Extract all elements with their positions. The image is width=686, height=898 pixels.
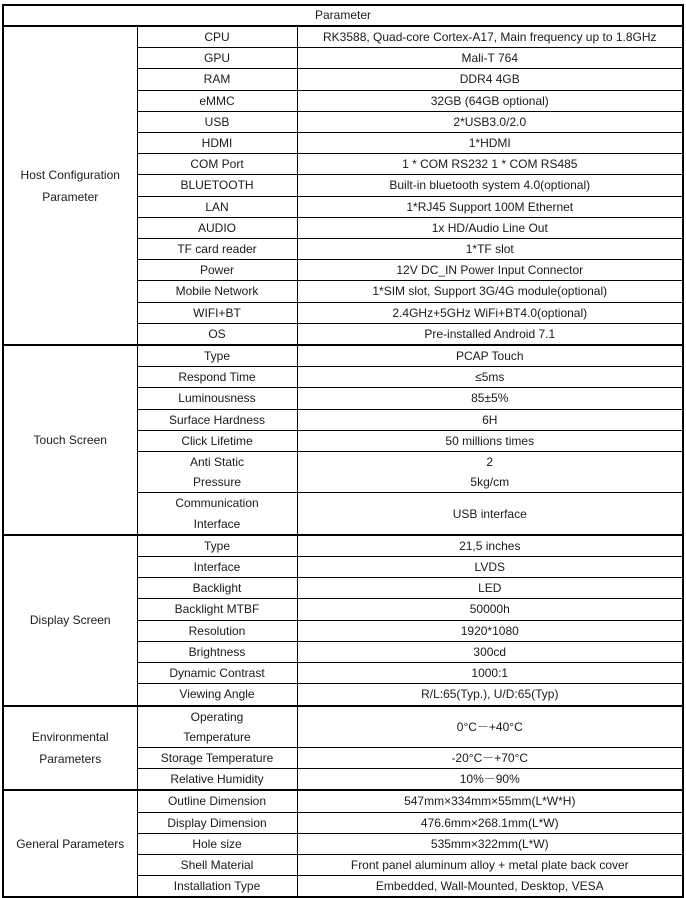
category-line: Display Screen (29, 613, 111, 628)
value-cell (297, 578, 683, 599)
value-cell (297, 747, 683, 768)
value-cell (297, 90, 683, 111)
parameter-cell (137, 90, 297, 111)
param-line: Shell Material (180, 857, 254, 872)
value-cell (297, 239, 683, 260)
value-line: Mali-T 764 (461, 51, 518, 66)
value-cell (297, 196, 683, 217)
param-line: BLUETOOTH (180, 178, 254, 193)
parameter-cell (137, 26, 297, 48)
value-cell (297, 345, 683, 367)
value-line: 2 (486, 455, 494, 470)
category-line: Host Configuration (20, 167, 120, 182)
value-line: 50 millions times (445, 433, 535, 448)
value-line: 1*RJ45 Support 100M Ethernet (406, 199, 574, 214)
parameter-cell (137, 367, 297, 388)
value-cell (297, 812, 683, 833)
param-line: Click Lifetime (181, 433, 253, 448)
param-line: Backlight (192, 581, 242, 596)
table-row (3, 535, 683, 557)
value-cell (297, 790, 683, 812)
value-cell (297, 684, 683, 706)
param-line: HDMI (201, 136, 233, 151)
table-row (3, 790, 683, 812)
param-line: Hole size (192, 836, 242, 851)
table-body (3, 26, 683, 897)
value-line: 10%－90% (459, 772, 520, 787)
parameter-cell (137, 684, 297, 706)
value-cell (297, 367, 683, 388)
param-line: AUDIO (197, 220, 236, 235)
value-cell (297, 217, 683, 238)
value-line: 32GB (64GB optional) (430, 93, 549, 108)
param-line: Anti Static (189, 455, 245, 470)
parameter-cell (137, 812, 297, 833)
value-line: 300cd (473, 644, 507, 659)
value-cell (297, 535, 683, 557)
value-cell (297, 854, 683, 875)
value-line: Front panel aluminum alloy + metal plate back cover (350, 857, 629, 872)
param-line: Luminousness (178, 391, 256, 406)
parameter-cell (137, 620, 297, 641)
param-line: GPU (203, 51, 230, 66)
value-line: Embedded, Wall-Mounted, Desktop, VESA (375, 879, 604, 894)
parameter-cell (137, 111, 297, 132)
param-line: Backlight MTBF (174, 602, 260, 617)
value-cell (297, 154, 683, 175)
param-line: Dynamic Contrast (169, 666, 265, 681)
parameter-cell (137, 769, 297, 791)
parameter-cell (137, 196, 297, 217)
table-row (3, 706, 683, 748)
param-line: Power (199, 263, 234, 278)
category-line: Parameter (42, 189, 99, 204)
value-line: 1000:1 (471, 666, 509, 681)
param-line: eMMC (199, 93, 235, 108)
value-cell (297, 260, 683, 281)
param-line: Storage Temperature (160, 750, 274, 765)
value-cell (297, 663, 683, 684)
parameter-cell (137, 747, 297, 768)
param-line: Type (203, 349, 230, 364)
value-line: 1920*1080 (460, 623, 519, 638)
param-line: Relative Humidity (170, 772, 264, 787)
param-line: Type (203, 538, 230, 553)
value-cell (297, 48, 683, 69)
value-cell (297, 430, 683, 451)
param-line: Resolution (188, 623, 246, 638)
param-line: Display Dimension (167, 815, 267, 830)
category-cell (3, 345, 137, 535)
parameter-cell (137, 69, 297, 90)
value-line: 85±5% (471, 391, 509, 406)
category-cell (3, 26, 137, 345)
parameter-cell (137, 302, 297, 323)
value-cell (297, 111, 683, 132)
parameter-cell (137, 854, 297, 875)
param-line: Mobile Network (175, 284, 259, 299)
value-line: 1*HDMI (468, 136, 511, 151)
parameter-cell (137, 260, 297, 281)
param-line: Communication (175, 496, 259, 511)
parameter-cell (137, 48, 297, 69)
value-cell (297, 302, 683, 323)
parameter-cell (137, 239, 297, 260)
value-line: 1*TF slot (465, 242, 514, 257)
table-title: Parameter (3, 5, 683, 26)
parameter-cell (137, 452, 297, 493)
parameter-cell (137, 154, 297, 175)
parameter-cell (137, 535, 297, 557)
value-line: 12V DC_IN Power Input Connector (396, 263, 584, 278)
value-line: 476.6mm×268.1mm(L*W) (420, 815, 559, 830)
value-cell (297, 175, 683, 196)
param-line: WIFI+BT (193, 305, 241, 320)
param-line: Temperature (183, 729, 251, 744)
parameter-cell (137, 663, 297, 684)
parameter-cell (137, 430, 297, 451)
param-line: Interface (193, 516, 241, 531)
value-line: Built-in bluetooth system 4.0(optional) (389, 178, 591, 193)
value-line: 1 * COM RS232 1 * COM RS485 (402, 157, 578, 172)
param-line: LAN (205, 199, 229, 214)
category-cell (3, 535, 137, 706)
category-line: Parameters (39, 751, 102, 766)
parameter-cell (137, 876, 297, 898)
table-header-row (3, 5, 683, 26)
param-line: Viewing Angle (179, 687, 255, 702)
param-line: Pressure (192, 475, 242, 490)
category-line: Environmental (31, 729, 109, 744)
param-line: USB (204, 114, 230, 129)
value-cell (297, 876, 683, 898)
value-line: LVDS (474, 560, 505, 575)
value-cell (297, 493, 683, 535)
value-line: 6H (482, 412, 498, 427)
param-line: CPU (204, 30, 230, 44)
parameter-cell (137, 388, 297, 409)
value-line: 535mm×322mm(L*W) (430, 836, 549, 851)
category-cell (3, 706, 137, 791)
value-line: 0°C－+40°C (456, 719, 523, 734)
value-line: -20°C－+70°C (451, 750, 529, 765)
value-cell (297, 323, 683, 345)
value-cell (297, 452, 683, 493)
param-line: COM Port (190, 157, 244, 172)
value-cell (297, 69, 683, 90)
param-line: Surface Hardness (168, 412, 266, 427)
category-line: Touch Screen (33, 432, 107, 447)
parameter-cell (137, 493, 297, 535)
value-cell (297, 706, 683, 748)
parameter-cell (137, 578, 297, 599)
value-line: 21,5 inches (459, 538, 521, 553)
parameter-cell (137, 641, 297, 662)
value-line: USB interface (452, 506, 527, 521)
value-cell (297, 620, 683, 641)
value-line: LED (478, 581, 502, 596)
value-line: Pre-installed Android 7.1 (424, 326, 556, 341)
value-line: 1x HD/Audio Line Out (431, 220, 548, 235)
parameter-cell (137, 833, 297, 854)
parameter-cell (137, 790, 297, 812)
parameter-cell (137, 557, 297, 578)
value-cell (297, 388, 683, 409)
value-line: 547mm×334mm×55mm(L*W*H) (404, 794, 576, 809)
value-cell (297, 281, 683, 302)
parameter-cell (137, 281, 297, 302)
value-line: 2*USB3.0/2.0 (453, 114, 527, 129)
parameter-cell (137, 323, 297, 345)
param-line: TF card reader (177, 242, 257, 257)
value-cell (297, 26, 683, 48)
value-cell (297, 769, 683, 791)
parameter-cell (137, 599, 297, 620)
parameter-cell (137, 409, 297, 430)
value-line: 5kg/cm (470, 475, 510, 490)
value-cell (297, 599, 683, 620)
category-cell (3, 790, 137, 897)
param-line: RAM (203, 72, 231, 87)
table-row (3, 345, 683, 367)
value-line: DDR4 4GB (459, 72, 520, 87)
value-cell (297, 641, 683, 662)
value-line: PCAP Touch (455, 349, 524, 364)
param-line: Outline Dimension (167, 794, 267, 809)
parameter-cell (137, 217, 297, 238)
value-line: 1*SIM slot, Support 3G/4G module(optional) (372, 284, 608, 299)
value-cell (297, 557, 683, 578)
parameter-cell (137, 133, 297, 154)
value-line: RK3588, Quad-core Cortex-A17, Main frequency up to 1.8GHz (323, 30, 657, 44)
value-line: R/L:65(Typ.), U/D:65(Typ) (421, 687, 559, 702)
param-line: Installation Type (173, 879, 261, 894)
table-row (3, 26, 683, 48)
value-line: 2.4GHz+5GHz WiFi+BT4.0(optional) (392, 305, 588, 320)
value-cell (297, 833, 683, 854)
param-line: Respond Time (178, 370, 256, 385)
parameter-cell (137, 175, 297, 196)
value-cell (297, 133, 683, 154)
parameter-table (2, 4, 684, 898)
value-line: ≤5ms (475, 370, 505, 385)
value-line: 50000h (469, 602, 510, 617)
param-line: Operating (190, 709, 244, 724)
parameter-cell (137, 706, 297, 748)
category-line: General Parameters (16, 836, 125, 851)
param-line: Brightness (188, 644, 246, 659)
param-line: Interface (193, 560, 241, 575)
parameter-cell (137, 345, 297, 367)
param-line: OS (208, 326, 226, 341)
value-cell (297, 409, 683, 430)
